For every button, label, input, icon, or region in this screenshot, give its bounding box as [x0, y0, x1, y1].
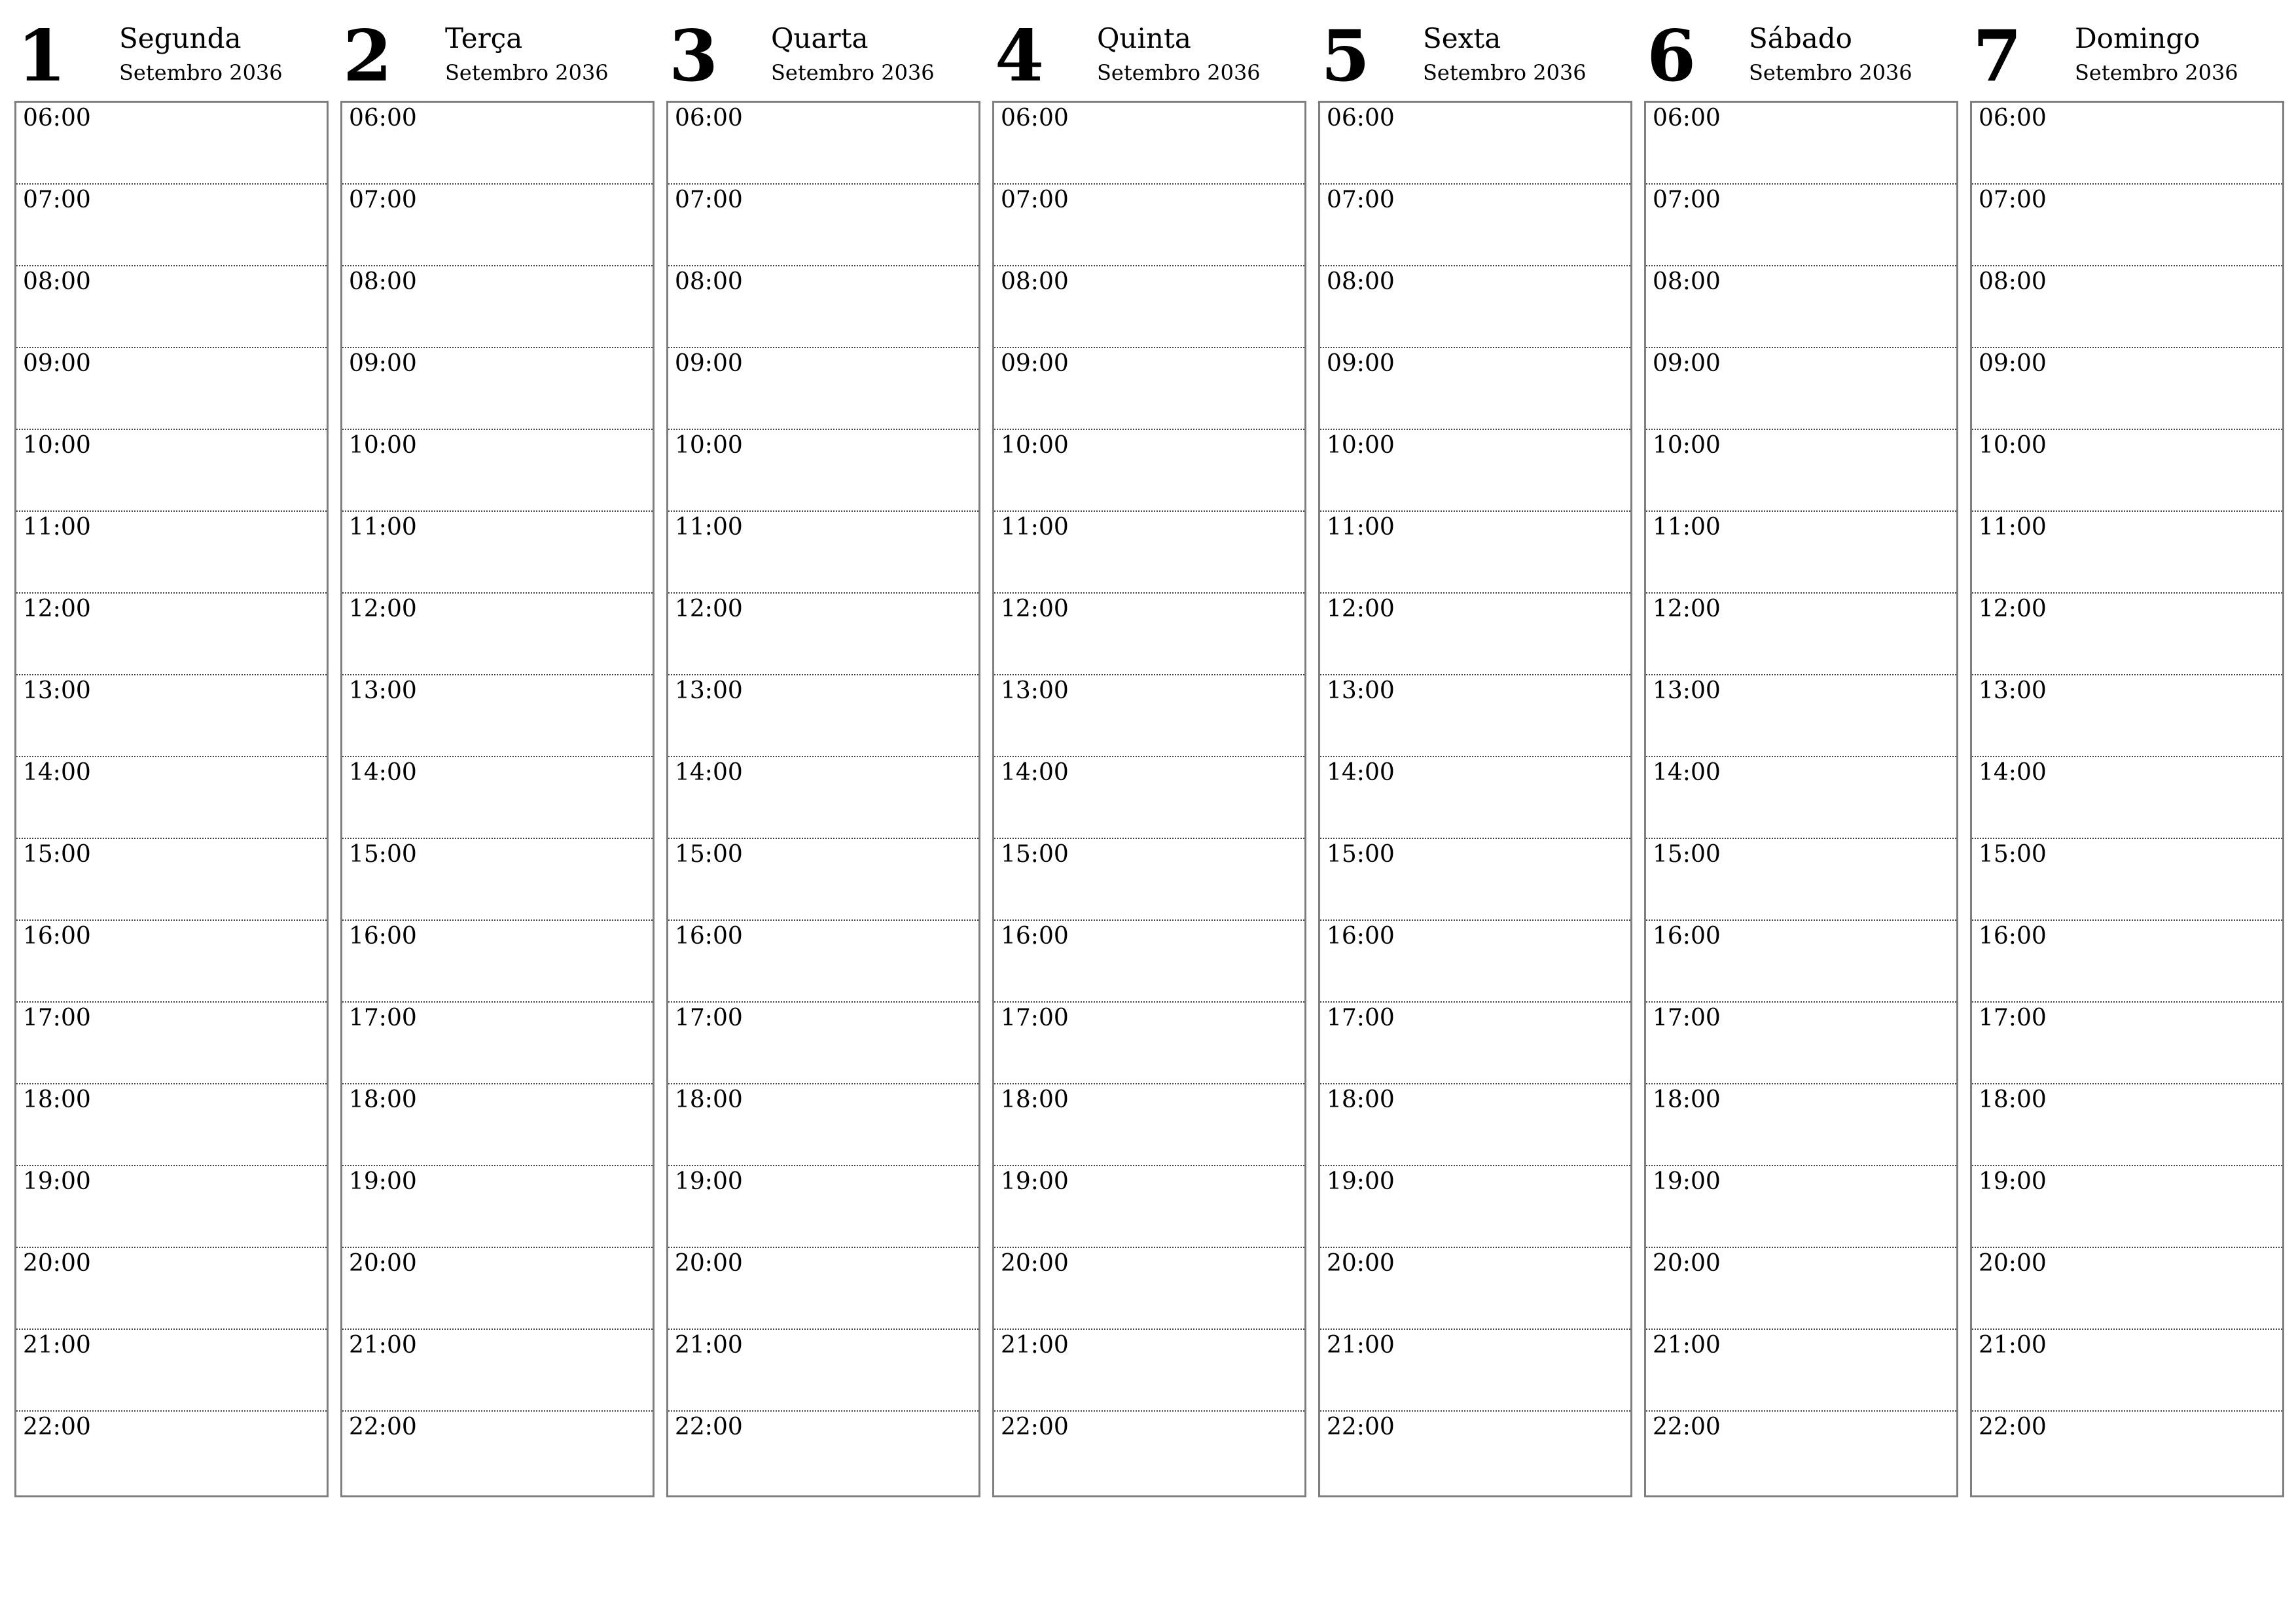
hour-label: 15:00 — [1327, 841, 1395, 868]
hour-slot[interactable] — [994, 1248, 1304, 1330]
hour-label: 16:00 — [1979, 923, 2047, 950]
hour-slot[interactable] — [1320, 921, 1630, 1003]
day-month: Setembro 2036 — [445, 60, 609, 85]
hour-slot[interactable] — [342, 430, 653, 512]
hour-label: 11:00 — [675, 514, 743, 541]
hour-label: 15:00 — [1653, 841, 1721, 868]
hour-slot[interactable] — [1972, 675, 2282, 757]
hour-label: 17:00 — [1979, 1005, 2047, 1031]
hour-label: 09:00 — [1327, 350, 1395, 377]
hour-label: 20:00 — [675, 1250, 743, 1277]
hour-label: 11:00 — [1653, 514, 1721, 541]
hour-label: 07:00 — [349, 187, 417, 213]
hour-label: 18:00 — [1001, 1086, 1069, 1113]
hour-slot[interactable] — [668, 1166, 978, 1248]
hour-label: 20:00 — [349, 1250, 417, 1277]
hour-slot[interactable] — [16, 1084, 327, 1166]
hour-label: 07:00 — [675, 187, 743, 213]
hour-label: 12:00 — [1653, 596, 1721, 622]
weekly-planner — [14, 15, 2282, 1499]
day-name: Quinta — [1097, 22, 1191, 54]
hour-slot[interactable] — [1320, 594, 1630, 675]
hour-label: 21:00 — [1327, 1332, 1395, 1359]
hour-slot[interactable] — [342, 594, 653, 675]
hour-label: 15:00 — [1979, 841, 2047, 868]
hour-label: 21:00 — [1001, 1332, 1069, 1359]
hour-slot[interactable] — [668, 1330, 978, 1412]
hour-label: 17:00 — [1653, 1005, 1721, 1031]
hour-slot[interactable] — [342, 1248, 653, 1330]
hour-label: 13:00 — [675, 677, 743, 704]
day-number: 4 — [995, 15, 1045, 98]
hour-label: 06:00 — [1327, 105, 1395, 132]
hour-label: 19:00 — [1653, 1168, 1721, 1195]
hour-label: 10:00 — [1327, 432, 1395, 459]
hour-slot[interactable] — [16, 1248, 327, 1330]
hour-slot[interactable] — [16, 348, 327, 430]
hour-slot[interactable] — [668, 757, 978, 839]
day-column — [340, 15, 653, 1499]
hour-slot[interactable] — [1320, 266, 1630, 348]
hour-label: 12:00 — [675, 596, 743, 622]
hour-slot[interactable] — [668, 430, 978, 512]
hour-slot[interactable] — [342, 1166, 653, 1248]
hour-label: 16:00 — [1653, 923, 1721, 950]
hour-label: 06:00 — [1001, 105, 1069, 132]
hour-slot[interactable] — [342, 1084, 653, 1166]
hour-slot[interactable] — [1646, 348, 1956, 430]
hour-slot[interactable] — [1972, 1412, 2282, 1493]
hour-label: 17:00 — [349, 1005, 417, 1031]
hour-slot[interactable] — [1972, 430, 2282, 512]
day-schedule-box — [340, 101, 655, 1497]
hour-slot[interactable] — [994, 921, 1304, 1003]
hour-label: 11:00 — [1327, 514, 1395, 541]
day-name: Segunda — [119, 22, 242, 54]
hour-label: 22:00 — [1979, 1414, 2047, 1440]
hour-slot[interactable] — [1972, 266, 2282, 348]
hour-slot[interactable] — [1646, 512, 1956, 594]
hour-slot[interactable] — [16, 430, 327, 512]
hour-slot[interactable] — [342, 103, 653, 185]
hour-label: 15:00 — [23, 841, 91, 868]
hour-slot[interactable] — [1646, 430, 1956, 512]
hour-slot[interactable] — [1320, 1003, 1630, 1084]
hour-label: 16:00 — [23, 923, 91, 950]
hour-label: 19:00 — [23, 1168, 91, 1195]
day-month: Setembro 2036 — [1097, 60, 1261, 85]
hour-slot[interactable] — [994, 430, 1304, 512]
hour-label: 09:00 — [675, 350, 743, 377]
hour-label: 06:00 — [1979, 105, 2047, 132]
hour-label: 12:00 — [1327, 596, 1395, 622]
hour-slot[interactable] — [668, 1084, 978, 1166]
hour-slot[interactable] — [994, 348, 1304, 430]
hour-label: 06:00 — [349, 105, 417, 132]
hour-label: 20:00 — [1327, 1250, 1395, 1277]
day-month: Setembro 2036 — [1423, 60, 1587, 85]
day-header — [666, 15, 979, 99]
hour-slot[interactable] — [342, 1412, 653, 1493]
day-column — [1644, 15, 1957, 1499]
hour-slot[interactable] — [342, 839, 653, 921]
hour-slot[interactable] — [994, 266, 1304, 348]
hour-label: 14:00 — [23, 759, 91, 786]
hour-label: 08:00 — [1653, 268, 1721, 295]
hour-label: 20:00 — [1001, 1250, 1069, 1277]
hour-label: 12:00 — [1001, 596, 1069, 622]
hour-slot[interactable] — [16, 185, 327, 266]
hour-label: 13:00 — [1001, 677, 1069, 704]
hour-label: 11:00 — [23, 514, 91, 541]
hour-slot[interactable] — [994, 1166, 1304, 1248]
hour-label: 19:00 — [349, 1168, 417, 1195]
hour-slot[interactable] — [342, 675, 653, 757]
day-name: Terça — [445, 22, 523, 54]
hour-label: 21:00 — [349, 1332, 417, 1359]
hour-slot[interactable] — [1320, 512, 1630, 594]
hour-slot[interactable] — [1320, 1248, 1630, 1330]
hour-slot[interactable] — [1320, 185, 1630, 266]
hour-slot[interactable] — [1972, 348, 2282, 430]
day-name: Quarta — [771, 22, 869, 54]
hour-slot[interactable] — [342, 1003, 653, 1084]
hour-slot[interactable] — [16, 921, 327, 1003]
hour-slot[interactable] — [1972, 921, 2282, 1003]
hour-slot[interactable] — [1646, 1003, 1956, 1084]
hour-slot[interactable] — [1646, 1330, 1956, 1412]
hour-slot[interactable] — [994, 512, 1304, 594]
hour-slot[interactable] — [994, 675, 1304, 757]
hour-slot[interactable] — [994, 185, 1304, 266]
hour-slot[interactable] — [16, 594, 327, 675]
hour-label: 10:00 — [1001, 432, 1069, 459]
hour-label: 20:00 — [23, 1250, 91, 1277]
hour-slot[interactable] — [668, 185, 978, 266]
hour-label: 13:00 — [23, 677, 91, 704]
hour-label: 20:00 — [1653, 1250, 1721, 1277]
hour-slot[interactable] — [1646, 1412, 1956, 1493]
hour-slot[interactable] — [342, 185, 653, 266]
hour-slot[interactable] — [994, 757, 1304, 839]
hour-label: 14:00 — [349, 759, 417, 786]
hour-label: 19:00 — [1327, 1168, 1395, 1195]
day-name: Sábado — [1749, 22, 1852, 54]
hour-label: 15:00 — [1001, 841, 1069, 868]
hour-label: 13:00 — [1653, 677, 1721, 704]
day-month: Setembro 2036 — [2075, 60, 2238, 85]
hour-label: 16:00 — [675, 923, 743, 950]
hour-label: 09:00 — [1979, 350, 2047, 377]
hour-label: 17:00 — [23, 1005, 91, 1031]
hour-slot[interactable] — [1646, 1248, 1956, 1330]
hour-slot[interactable] — [1646, 839, 1956, 921]
hour-label: 18:00 — [1979, 1086, 2047, 1113]
hour-label: 16:00 — [1327, 923, 1395, 950]
hour-slot[interactable] — [994, 1003, 1304, 1084]
hour-slot[interactable] — [1972, 1330, 2282, 1412]
hour-slot[interactable] — [16, 1166, 327, 1248]
hour-label: 17:00 — [1327, 1005, 1395, 1031]
hour-slot[interactable] — [668, 675, 978, 757]
hour-slot[interactable] — [1320, 1166, 1630, 1248]
day-header — [1644, 15, 1957, 99]
hour-slot[interactable] — [1646, 757, 1956, 839]
hour-slot[interactable] — [342, 921, 653, 1003]
hour-slot[interactable] — [1320, 839, 1630, 921]
day-number: 5 — [1321, 15, 1371, 98]
day-column — [14, 15, 327, 1499]
hour-slot[interactable] — [342, 266, 653, 348]
hour-label: 09:00 — [1001, 350, 1069, 377]
hour-slot[interactable] — [1972, 839, 2282, 921]
hour-slot[interactable] — [1646, 1084, 1956, 1166]
hour-label: 10:00 — [349, 432, 417, 459]
hour-slot[interactable] — [994, 594, 1304, 675]
hour-label: 08:00 — [1979, 268, 2047, 295]
hour-slot[interactable] — [16, 103, 327, 185]
hour-label: 10:00 — [23, 432, 91, 459]
day-number: 3 — [669, 15, 719, 98]
hour-slot[interactable] — [16, 757, 327, 839]
hour-slot[interactable] — [994, 839, 1304, 921]
hour-label: 18:00 — [349, 1086, 417, 1113]
hour-label: 14:00 — [1653, 759, 1721, 786]
hour-label: 13:00 — [349, 677, 417, 704]
day-column — [992, 15, 1305, 1499]
hour-slot[interactable] — [1972, 1248, 2282, 1330]
day-header — [1970, 15, 2283, 99]
hour-label: 16:00 — [349, 923, 417, 950]
day-schedule-box — [1970, 101, 2284, 1497]
day-schedule-box — [1644, 101, 1958, 1497]
hour-slot[interactable] — [1320, 757, 1630, 839]
hour-label: 12:00 — [349, 596, 417, 622]
hour-label: 22:00 — [1653, 1414, 1721, 1440]
hour-slot[interactable] — [994, 103, 1304, 185]
hour-slot[interactable] — [1646, 266, 1956, 348]
hour-slot[interactable] — [1972, 594, 2282, 675]
hour-label: 22:00 — [1327, 1414, 1395, 1440]
hour-label: 22:00 — [23, 1414, 91, 1440]
hour-slot[interactable] — [1646, 103, 1956, 185]
hour-label: 09:00 — [349, 350, 417, 377]
day-name: Sexta — [1423, 22, 1501, 54]
hour-slot[interactable] — [1320, 348, 1630, 430]
hour-label: 11:00 — [349, 514, 417, 541]
hour-label: 21:00 — [1653, 1332, 1721, 1359]
hour-slot[interactable] — [1646, 185, 1956, 266]
hour-slot[interactable] — [668, 348, 978, 430]
hour-label: 18:00 — [1653, 1086, 1721, 1113]
hour-label: 18:00 — [675, 1086, 743, 1113]
day-schedule-box — [14, 101, 329, 1497]
hour-slot[interactable] — [994, 1330, 1304, 1412]
hour-label: 14:00 — [1979, 759, 2047, 786]
hour-slot[interactable] — [668, 266, 978, 348]
day-name: Domingo — [2075, 22, 2200, 54]
hour-label: 12:00 — [23, 596, 91, 622]
hour-slot[interactable] — [1320, 430, 1630, 512]
hour-label: 18:00 — [1327, 1086, 1395, 1113]
day-month: Setembro 2036 — [119, 60, 283, 85]
hour-label: 18:00 — [23, 1086, 91, 1113]
day-number: 6 — [1647, 15, 1696, 98]
hour-slot[interactable] — [994, 1412, 1304, 1493]
hour-slot[interactable] — [668, 594, 978, 675]
hour-label: 09:00 — [23, 350, 91, 377]
hour-slot[interactable] — [1646, 921, 1956, 1003]
hour-label: 08:00 — [1001, 268, 1069, 295]
hour-slot[interactable] — [1320, 675, 1630, 757]
hour-label: 09:00 — [1653, 350, 1721, 377]
hour-slot[interactable] — [342, 757, 653, 839]
hour-label: 15:00 — [349, 841, 417, 868]
day-header — [340, 15, 653, 99]
hour-label: 22:00 — [349, 1414, 417, 1440]
day-column — [666, 15, 979, 1499]
day-number: 7 — [1973, 15, 2022, 98]
hour-slot[interactable] — [1320, 1330, 1630, 1412]
hour-slot[interactable] — [16, 1412, 327, 1493]
hour-slot[interactable] — [342, 1330, 653, 1412]
day-schedule-box — [666, 101, 980, 1497]
hour-slot[interactable] — [668, 103, 978, 185]
hour-slot[interactable] — [1646, 594, 1956, 675]
hour-label: 19:00 — [1979, 1168, 2047, 1195]
hour-slot[interactable] — [668, 1412, 978, 1493]
day-header — [1318, 15, 1631, 99]
hour-label: 06:00 — [23, 105, 91, 132]
day-header — [14, 15, 327, 99]
hour-slot[interactable] — [1972, 185, 2282, 266]
hour-label: 22:00 — [675, 1414, 743, 1440]
hour-label: 08:00 — [1327, 268, 1395, 295]
day-column — [1970, 15, 2283, 1499]
hour-label: 17:00 — [675, 1005, 743, 1031]
hour-slot[interactable] — [1972, 103, 2282, 185]
hour-slot[interactable] — [16, 266, 327, 348]
hour-label: 19:00 — [1001, 1168, 1069, 1195]
day-month: Setembro 2036 — [1749, 60, 1912, 85]
hour-slot[interactable] — [1972, 512, 2282, 594]
hour-label: 06:00 — [1653, 105, 1721, 132]
day-number: 1 — [17, 15, 67, 98]
hour-slot[interactable] — [342, 348, 653, 430]
hour-slot[interactable] — [668, 512, 978, 594]
hour-label: 06:00 — [675, 105, 743, 132]
hour-label: 21:00 — [1979, 1332, 2047, 1359]
day-schedule-box — [992, 101, 1306, 1497]
hour-label: 14:00 — [675, 759, 743, 786]
day-month: Setembro 2036 — [771, 60, 935, 85]
hour-label: 19:00 — [675, 1168, 743, 1195]
hour-label: 10:00 — [675, 432, 743, 459]
hour-label: 16:00 — [1001, 923, 1069, 950]
hour-label: 07:00 — [1327, 187, 1395, 213]
hour-label: 10:00 — [1979, 432, 2047, 459]
day-number: 2 — [343, 15, 393, 98]
hour-slot[interactable] — [16, 839, 327, 921]
hour-label: 13:00 — [1327, 677, 1395, 704]
hour-slot[interactable] — [1972, 1084, 2282, 1166]
hour-slot[interactable] — [16, 675, 327, 757]
day-header — [992, 15, 1305, 99]
day-schedule-box — [1318, 101, 1632, 1497]
hour-slot[interactable] — [994, 1084, 1304, 1166]
hour-label: 21:00 — [23, 1332, 91, 1359]
hour-slot[interactable] — [668, 839, 978, 921]
hour-slot[interactable] — [1320, 1412, 1630, 1493]
hour-label: 11:00 — [1979, 514, 2047, 541]
hour-label: 22:00 — [1001, 1414, 1069, 1440]
hour-label: 07:00 — [1653, 187, 1721, 213]
hour-slot[interactable] — [16, 1330, 327, 1412]
hour-label: 14:00 — [1327, 759, 1395, 786]
hour-label: 14:00 — [1001, 759, 1069, 786]
hour-slot[interactable] — [668, 921, 978, 1003]
hour-slot[interactable] — [342, 512, 653, 594]
hour-label: 20:00 — [1979, 1250, 2047, 1277]
hour-label: 12:00 — [1979, 596, 2047, 622]
hour-slot[interactable] — [668, 1003, 978, 1084]
hour-label: 08:00 — [349, 268, 417, 295]
hour-label: 07:00 — [1979, 187, 2047, 213]
hour-label: 08:00 — [23, 268, 91, 295]
hour-label: 13:00 — [1979, 677, 2047, 704]
hour-label: 07:00 — [1001, 187, 1069, 213]
hour-slot[interactable] — [1972, 1166, 2282, 1248]
hour-label: 17:00 — [1001, 1005, 1069, 1031]
hour-slot[interactable] — [1972, 757, 2282, 839]
hour-slot[interactable] — [1646, 675, 1956, 757]
day-column — [1318, 15, 1631, 1499]
hour-slot[interactable] — [668, 1248, 978, 1330]
hour-label: 08:00 — [675, 268, 743, 295]
hour-slot[interactable] — [16, 512, 327, 594]
hour-slot[interactable] — [1320, 103, 1630, 185]
hour-label: 10:00 — [1653, 432, 1721, 459]
hour-label: 11:00 — [1001, 514, 1069, 541]
hour-label: 15:00 — [675, 841, 743, 868]
hour-slot[interactable] — [1646, 1166, 1956, 1248]
hour-label: 07:00 — [23, 187, 91, 213]
hour-slot[interactable] — [1972, 1003, 2282, 1084]
hour-slot[interactable] — [16, 1003, 327, 1084]
hour-label: 21:00 — [675, 1332, 743, 1359]
hour-slot[interactable] — [1320, 1084, 1630, 1166]
